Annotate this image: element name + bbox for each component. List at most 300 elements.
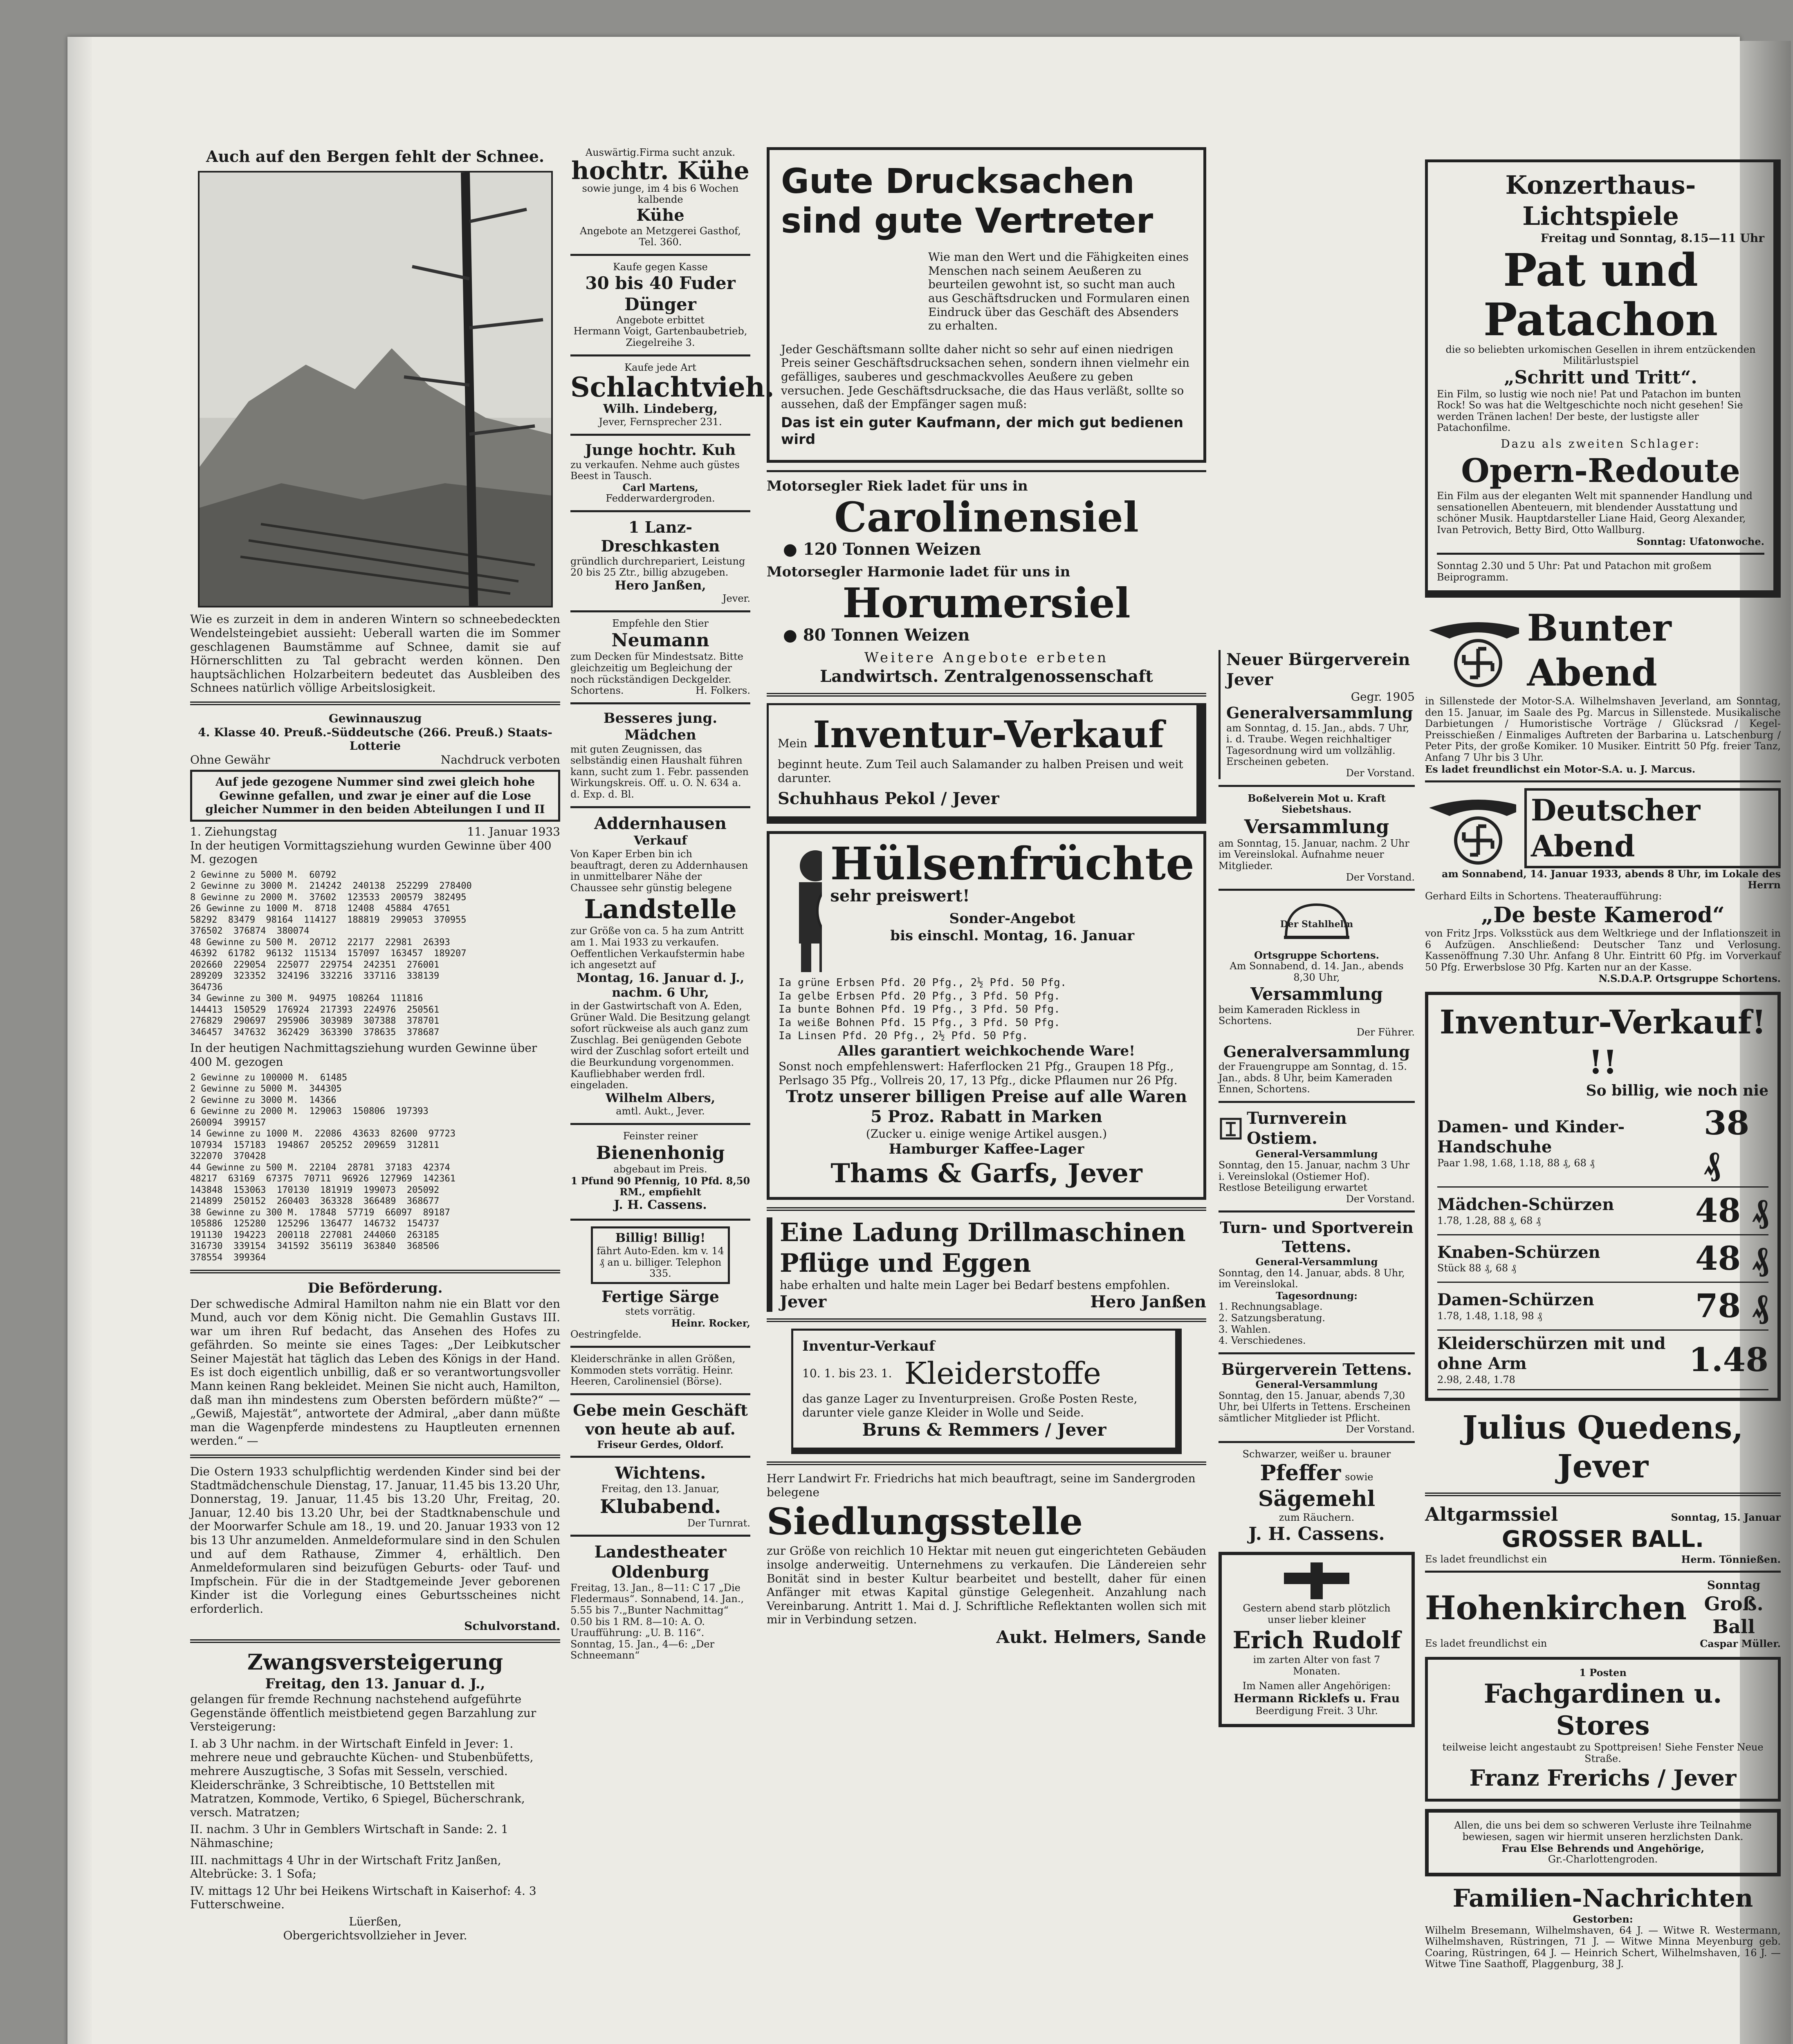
legumes-note: (Zucker u. einige wenige Artikel ausgen.): [866, 1127, 1107, 1141]
price-item-detail: 1.78, 1.28, 88 ₰, 68 ₰: [1437, 1215, 1541, 1226]
divider: [767, 470, 1206, 472]
settlement-sign: Aukt. Helmers, Sande: [996, 1627, 1206, 1647]
kino-second: Dazu als zweiten Schlager:: [1501, 437, 1701, 451]
afternoon-numbers: 2 Gewinne zu 100000 M. 61485 2 Gewinne zu 5000 M. 344305 2 Gewinne zu 3000 M. 14366 6 Gewinne zu 2000 M. 129063 150806 197393 260094 399157 14 Gewinne zu 1000 M. 22086 43633 82600 97723 107934 157183 194867 205252 209659 312811 322070 370428 44 Gewinne zu 500 M. 22104 28781 37183 42374 48217 63169 67375 70711 96926 127969 142361 143848 153063 170130 181919 199073 205092 214899 250152 260403 363328 366489 368677 38 Gewinne zu 300 M. 17848 57719 66097 89187 105886 125280 125296 136477 146732 154737 191130 194223 200118 227081 244060 263185 316730 339154 341592 356119 363840 368506 378554 399364: [190, 1072, 456, 1263]
ship-sign: Landwirtsch. Zentralgenossenschaft: [820, 666, 1153, 686]
bv-sign: Der Vorstand.: [1346, 767, 1415, 779]
divider: [767, 1207, 1206, 1211]
deutscher-abend-head: [1425, 788, 1781, 868]
divider: [570, 254, 750, 256]
gard-title: Fachgardinen u. Stores: [1483, 1679, 1722, 1741]
column-3: [767, 147, 1206, 1647]
sv-sub: General-Versammlung: [1255, 1256, 1378, 1268]
stahl-text: Am Sonnabend, d. 14. Jan., abends 8,30 Uhr,: [1230, 960, 1404, 983]
divider: [190, 1639, 560, 1643]
kino-subfilm: „Schritt und Tritt“.: [1504, 367, 1697, 388]
stahlhelm-logo: [1219, 896, 1415, 950]
cross-icon: [1276, 1562, 1358, 1599]
hk-host: Caspar Müller.: [1700, 1638, 1781, 1650]
divider: [1425, 1493, 1781, 1496]
manure-top: Kaufe gegen Kasse: [613, 261, 708, 273]
divider: [1219, 1352, 1415, 1354]
ship1-cargo: 120 Tonnen Weizen: [803, 540, 981, 559]
stahl-big: Versammlung: [1250, 984, 1383, 1004]
ship2-cargo: 80 Tonnen Weizen: [803, 625, 970, 645]
stahl-text2: beim Kameraden Rickless in Schortens.: [1219, 1004, 1360, 1027]
legumes-ad: [767, 831, 1206, 1200]
kdf-text: am Sonntag, 15. Januar, nachm. 2 Uhr im Vereinslokal. Aufnahme neuer Mitglieder.: [1219, 837, 1409, 872]
school-signature: Schulvorstand.: [464, 1619, 560, 1633]
auction-signature: Lüerßen,: [349, 1914, 402, 1928]
lanz-name: Hero Janßen,: [615, 578, 706, 593]
stahlhelm-logo-text: Der Stahlhelm: [1280, 919, 1353, 930]
da-date: am Sonnabend, 14. Januar 1933, abends 8 Uhr, im Lokale des Herrn: [1441, 867, 1781, 891]
settlement-intro: Herr Landwirt Fr. Friedrichs hat mich beauftragt, seine im Sandergroden belegene: [767, 1472, 1196, 1499]
price-item-detail: 1.78, 1.48, 1.18, 98 ₰: [1437, 1310, 1542, 1322]
eagle-emblem-icon: [1425, 614, 1519, 688]
price-item-name: Damen-Schürzen: [1437, 1290, 1594, 1310]
auction-intro: gelangen für fremde Rechnung nachstehend aufgeführte Gegenstände öffentlich meistbietend gegen Barzahlung zur Versteigerung:: [190, 1692, 536, 1734]
add-title: Addernhausen: [594, 814, 727, 833]
legumes-sub: sehr preiswert!: [830, 886, 970, 906]
divider: [570, 1456, 750, 1458]
cow2-text: zu verkaufen. Nehme auch güstes Beest in Tausch.: [570, 459, 740, 482]
cows-top: Auswärtig.Firma sucht anzuk.: [585, 147, 736, 158]
divider: [767, 1461, 1206, 1465]
add-text: Von Kaper Erben bin ich beauftragt, deren zu Addernhausen in unmittelbarer Nähe der Chaussee sehr günstig belegene: [570, 848, 748, 894]
fam-sub: Gestorben:: [1573, 1913, 1633, 1925]
lottery-subtitle: 4. Klasse 40. Preuß.-Süddeutsche (266. Preuß.) Staats-Lotterie: [198, 725, 552, 753]
hk-title: Hohenkirchen: [1425, 1589, 1687, 1627]
lottery-right-note: Nachdruck verboten: [440, 753, 560, 766]
iv-sign: Julius Quedens, Jever: [1462, 1409, 1744, 1486]
page-left-edge: [67, 37, 92, 2044]
legumes-guarantee: Alles garantiert weichkochende Ware!: [837, 1042, 1135, 1059]
coffin-addr: Oestringfelde.: [570, 1328, 642, 1340]
cows-word: Kühe: [636, 205, 684, 225]
price-item-price: 1.48: [1689, 1340, 1768, 1379]
gv-title: Generalversammlung: [1223, 1042, 1410, 1061]
bv-text: am Sonntag, d. 15. Jan., abds. 7 Uhr, i. d. Traube. Wegen reichhaltiger Tagesordnung wird um vollzählig. Erscheinen gebeten.: [1226, 722, 1409, 768]
kino-text2: Ein Film, so lustig wie noch nie! Pat und Patachon im bunten Rock! So was hat die Weltgeschichte noch nicht gesehen! Sie werden Tränen lachen! Der beste, der lustigste aller Patachonfilme.: [1437, 388, 1743, 434]
newspaper-page: [67, 37, 1781, 2044]
column-1: [190, 147, 560, 1942]
pf-name: J. H. Cassens.: [1248, 1524, 1385, 1545]
divider: [1219, 1210, 1415, 1213]
bvt-sign: Der Vorstand.: [1346, 1423, 1415, 1435]
legumes-discount: Trotz unserer billigen Preise auf alle Waren 5 Proz. Rabatt in Marken: [785, 1087, 1187, 1127]
draw-date: 11. Januar 1933: [467, 825, 560, 839]
kino-date: Freitag und Sonntag, 8.15—11 Uhr: [1540, 231, 1764, 245]
iv-sub: So billig, wie noch nie: [1586, 1082, 1768, 1100]
ship-offer: Weitere Angebote erbeten: [864, 650, 1109, 666]
honey-top: Feinster reiner: [623, 1130, 698, 1142]
auction-date: Freitag, den 13. Januar d. J.,: [265, 1675, 485, 1692]
bv-founded: Gegr. 1905: [1351, 690, 1415, 704]
morning-numbers: 2 Gewinne zu 5000 M. 60792 2 Gewinne zu 3000 M. 214242 240138 252299 278400 8 Gewinne zu 2000 M. 37602 123533 200579 382495 26 Gewinne zu 1000 M. 8718 12408 45884 47651 58292 83479 98164 114127 188819 299053 370955 376502 376874 380074 48 Gewinne zu 500 M. 20712 22177 22981 26393 46392 61782 96132 115134 157097 163457 189207 202660 229054 225077 229754 242351 276001 289209 323352 324196 332216 337116 338139 364736 34 Gewinne zu 300 M. 94975 108264 111816 144413 150529 176924 217393 224976 250561 276829 290697 295906 303989 307388 378701 346457 347632 362429 363390 378635 378687: [190, 870, 472, 1038]
death-name: Erich Rudolf: [1232, 1626, 1401, 1654]
hk-date: Sonntag: [1707, 1578, 1761, 1592]
divider: [767, 693, 1206, 697]
legumes-title: Hülsenfrüchte: [830, 837, 1194, 890]
lanz-addr: Jever.: [722, 593, 750, 605]
legumes-name: Thams & Garfs, Jever: [830, 1158, 1142, 1189]
stier-title: Neumann: [611, 630, 709, 651]
pf-title: Pfeffer: [1260, 1460, 1341, 1486]
manure-offer: Angebote erbittet: [616, 314, 705, 326]
auction-signature-title: Obergerichtsvollzieher in Jever.: [283, 1928, 467, 1942]
cattle-name: Wilh. Lindeberg,: [603, 401, 718, 416]
death-notice: [1219, 1552, 1415, 1728]
divider: [570, 1346, 750, 1348]
ship2-title: Horumersiel: [842, 579, 1131, 628]
afternoon-head: In der heutigen Nachmittagsziehung wurden Gewinne über 400 M. gezogen: [190, 1041, 537, 1069]
sv-text: Sonntag, den 14. Januar, abds. 8 Uhr, im Vereinslokal.: [1219, 1267, 1405, 1290]
legumes-offer-date: bis einschl. Montag, 16. Januar: [890, 927, 1135, 944]
grocer-figure-icon: [779, 841, 822, 976]
closing-title: Gebe mein Geschäft von heute ab auf.: [573, 1401, 748, 1439]
inv-mein: Mein: [778, 737, 808, 751]
coffin-title: Fertige Särge: [601, 1287, 719, 1306]
lottery-title: Gewinnauszug: [328, 711, 422, 725]
add-addr: amtl. Aukt., Jever.: [616, 1105, 705, 1117]
death-text: Gestern abend starb plötzlich unser lieber kleiner: [1243, 1602, 1391, 1625]
honey-text: abgebaut im Preis.: [613, 1163, 707, 1175]
kino-film: Pat und Patachon: [1483, 243, 1718, 346]
price-row: [1437, 1188, 1768, 1235]
story-text: Der schwedische Admiral Hamilton nahm nie ein Blatt vor den Mund, auch vor dem König nicht. Die Gemahlin Gustavs III. war um ihren Ruf bedacht, das Ansehen des Hofes zu gefährden. So meinte sie eines Tages: „Der Leibkutscher Seiner Majestät hat täglich das Leben des Königs in der Hand. Es ist doch eigentlich unbillig, daß er so verantwortungsvoller Mann keinen Rang bekleidet. Meinen Sie nicht auch, Hamilton, daß man ihn mindestens zum Obersten befördern müßte?“ — „Gewiß, Majestät“, antwortete der Admiral, „aber dann müßte man die Wagenpferde mindestens zu Hauptleuten ernennen werden.“ —: [190, 1297, 560, 1448]
kino-text3: Ein Film aus der eleganten Welt mit spannender Handlung und sensationellen Abenteuern, mit blendender Ausstattung und schöner Musik. Hauptdarsteller Liane Haid, Georg Alexander, Ivan Petrovich, Betty Bird, Otto Wallburg.: [1437, 490, 1753, 536]
divider: [570, 1219, 750, 1221]
bv-title: Neuer Bürgerverein Jever: [1226, 650, 1410, 689]
inv-title: Inventur-Verkauf: [813, 713, 1165, 757]
print-ad: [767, 147, 1206, 463]
stahl-sign: Der Führer.: [1356, 1026, 1415, 1038]
honey-name: J. H. Cassens.: [614, 1198, 707, 1212]
honey-price: 1 Pfund 90 Pfennig, 10 Pfd. 8,50 RM., empfiehlt: [570, 1174, 750, 1198]
death-funeral: Beerdigung Freit. 3 Uhr.: [1255, 1705, 1378, 1717]
da-play: „De beste Kamerod“: [1481, 902, 1725, 928]
print-bottom: Das ist ein guter Kaufmann, der mich gut bedienen wird: [781, 414, 1184, 448]
lottery-meta: [190, 753, 560, 767]
morning-head: In der heutigen Vormittagsziehung wurden Gewinne über 400 M. gezogen: [190, 838, 552, 866]
mountain-photo: [198, 171, 553, 607]
billig-box: [591, 1226, 730, 1284]
girl-title: Besseres jung. Mädchen: [603, 710, 718, 744]
cattle-title: Schlachtvieh.: [570, 371, 774, 403]
alt-date: Sonntag, 15. Januar: [1671, 1511, 1781, 1524]
bv-sub: Generalversammlung: [1226, 704, 1413, 722]
wichtens-big: Klubabend.: [600, 1495, 721, 1517]
coffin-name: Heinr. Rocker,: [671, 1317, 750, 1329]
closing-name: Friseur Gerdes, Oldorf.: [597, 1438, 724, 1450]
billig-text: fährt Auto-Eden. km v. 14 ₰ an u. billiger. Telephon 335.: [597, 1245, 724, 1280]
kdf-big: Versammlung: [1244, 815, 1389, 838]
da-title: Deutscher Abend: [1524, 788, 1781, 868]
inv-text: beginnt heute. Zum Teil auch Salamander zu halben Preisen und weit darunter.: [778, 758, 1183, 785]
manure-title: 30 bis 40 Fuder Dünger: [585, 273, 736, 314]
add-name: Wilhelm Albers,: [605, 1091, 716, 1105]
pf-sub: Sägemehl: [1258, 1486, 1376, 1512]
girl-text: mit guten Zeugnissen, das selbständig einen Haushalt führen kann, sucht zum 1. Febr. passenden Wirkungskreis. Off. u. O. N. 634 a. d. Exp. d. Bl.: [570, 743, 749, 800]
curtains-ad: [1425, 1657, 1781, 1802]
fabric-ad: [791, 1329, 1182, 1454]
divider: [570, 354, 750, 356]
hk-ball: Groß. Ball: [1704, 1592, 1764, 1638]
bvt-title: Bürgerverein Tettens.: [1221, 1360, 1412, 1378]
price-item-price: 78 ₰: [1695, 1286, 1768, 1325]
price-row-label: [1437, 1195, 1614, 1227]
photo-headline: Auch auf den Bergen fehlt der Schnee.: [206, 147, 545, 166]
price-row: [1437, 1100, 1768, 1188]
divider: [190, 702, 560, 705]
gard-text: teilweise leicht angestaubt zu Spottpreisen! Siehe Fenster Neue Straße.: [1442, 1741, 1764, 1765]
stier-place: Schortens.: [570, 685, 624, 697]
divider: [1219, 889, 1415, 891]
death-family: Im Namen aller Angehörigen:: [1242, 1680, 1391, 1692]
fam-text: Wilhelm Bresemann, Wilhelmshaven, 64 J. — Witwe R. Westermann, Wilhelmshaven, Rüstringen, 71 J. — Witwe Minna Meyenburg geb. Coaring, Rüstringen, 64 J. — Heinrich Schert, Wilhelmshaven, 16 J. — Witwe Tine Saathoff, Plaggenburg, 38 J.: [1425, 1924, 1781, 1970]
bvt-sub: General-Versammlung: [1255, 1378, 1378, 1391]
death-age: im zarten Alter von fast 7 Monaten.: [1253, 1654, 1380, 1677]
tv-sub: General-Versammlung: [1255, 1148, 1378, 1160]
lanz-text: gründlich durchrepariert, Leistung 20 bis 25 Ztr., billig abzugeben.: [570, 555, 745, 578]
divider: [570, 806, 750, 808]
cinema-ad: [1425, 159, 1781, 598]
draw-day: 1. Ziehungstag: [190, 825, 277, 839]
divider: [190, 1455, 560, 1458]
cattle-addr: Jever, Fernsprecher 231.: [599, 416, 722, 428]
honey-title: Bienenhonig: [596, 1142, 725, 1163]
add-sub: Verkauf: [633, 834, 687, 848]
legumes-lager: Hamburger Kaffee-Lager: [889, 1141, 1084, 1157]
alt-ball: GROSSER BALL.: [1501, 1526, 1704, 1553]
divider: [570, 702, 750, 704]
quedens-ad: [1425, 992, 1781, 1401]
kino-sunday2: Sonntag 2.30 und 5 Uhr: Pat und Patachon mit großem Beiprogramm.: [1437, 560, 1712, 583]
ba-text: in Sillenstede der Motor-S.A. Wilhelmshaven Jeverland, am Sonntag, den 15. Januar, im Saale des Pg. Marcus in Sillenstede. Musikalische Darbietungen / Humoristische Vorträge / Glücksrad / Kegel-Preisschießen / Einmaliges Auftreten der Barbarina u. Latschenburg / Peter Pits, der große Komiker. 10 Musiker. Eintritt 50 Pfg. freier Tanz, Anfang 7 Uhr bis 3 Uhr.: [1425, 695, 1781, 763]
divider: [1219, 1101, 1415, 1103]
divider: [1219, 1441, 1415, 1443]
gard-top: 1 Posten: [1579, 1666, 1627, 1679]
tv-sign: Der Vorstand.: [1346, 1193, 1415, 1205]
legumes-items: Ia grüne Erbsen Pfd. 20 Pfg., 2½ Pfd. 50 Pfg. Ia gelbe Erbsen Pfd. 20 Pfg., 3 Pfd. 50 Pfg. Ia bunte Bohnen Pfd. 19 Pfg., 3 Pfd. 50 Pfg. Ia weiße Bohnen Pfd. 15 Pfg., 3 Pfd. 50 Pfg. Ia Linsen Pfd. 20 Pfg., 2½ Pfd. 50 Pfg.: [779, 977, 1067, 1042]
divider: [570, 510, 750, 512]
divider: [1425, 1571, 1781, 1573]
ship1-title: Carolinensiel: [834, 493, 1139, 542]
fam-title: Familien-Nachrichten: [1452, 1884, 1753, 1913]
ship2-cargo-row: ● 80 Tonnen Weizen: [783, 625, 970, 645]
price-row-label: [1437, 1243, 1600, 1275]
kino-text: die so beliebten urkomischen Gesellen in ihrem entzückenden Militärlustspiel: [1445, 343, 1756, 367]
hk-invite: Es ladet freundlichst ein: [1425, 1638, 1547, 1650]
bvt-text: Sonntag, den 15. Januar, abends 7,30 Uhr, bei Ulferts in Tettens. Erscheinen sämtlicher Mitglieder ist Pflicht.: [1219, 1390, 1411, 1424]
drill-right: Hero Janßen: [1090, 1292, 1206, 1311]
bunter-abend-head: [1425, 606, 1781, 696]
lottery-notice-box: Auf jede gezogene Nummer sind zwei gleich hohe Gewinne gefallen, und zwar je einer auf die Lose gleicher Nummer in den beiden Abteilungen I und II: [190, 770, 560, 822]
stahl-group: Ortsgruppe Schortens.: [1254, 949, 1379, 961]
stier-sign: [570, 685, 750, 697]
alt-invite: Es ladet freundlichst ein: [1425, 1553, 1547, 1565]
legumes-offer-head: Sonder-Angebot: [949, 910, 1075, 927]
thanks-text: Allen, die uns bei dem so schweren Verluste ihre Teilnahme bewiesen, sagen wir hiermit unseren herzlichsten Dank.: [1454, 1820, 1752, 1843]
divider: [767, 1318, 1206, 1322]
divider: [190, 1270, 560, 1273]
fabric-head: Inventur-Verkauf: [802, 1338, 935, 1355]
column-2: [570, 147, 774, 1661]
school-notice: Die Ostern 1933 schulpflichtig werdenden Kinder sind bei der Stadtmädchenschule Dienstag, 17. Januar, 11.45 bis 13.20 Uhr, Donnerstag, 19. Januar, 11.45 bis 13.20 Uhr, Freitag, 20. Januar, 12.40 bis 13.20 Uhr, bei der Stadtknabenschule und der Moorwarfer Schule am 18., 19. und 20. Januar 1933 von 12 bis 13 Uhr anzumelden. Anmeldeformulare sind in den Schulen und auf dem Rathause, Zimmer 4, erhältlich. Den Anmeldeformularen sind beizufügen Geburts- oder Tauf- und Impfschein. Für die in der Stadtgemeinde Jever geborenen Kinder ist die Vorlegung eines Geburtsscheines nicht erforderlich.: [190, 1465, 560, 1616]
price-item-price: 48 ₰: [1695, 1239, 1768, 1278]
divider: [570, 1535, 750, 1537]
fabric-dates: 10. 1. bis 23. 1.: [802, 1367, 892, 1381]
thanks-notice: [1425, 1809, 1781, 1876]
divider: [570, 1393, 750, 1395]
helmet-icon: [1280, 896, 1353, 946]
thanks-sign: Frau Else Behrends und Angehörige,: [1501, 1842, 1704, 1854]
manure-name: Hermann Voigt, Gartenbaubetrieb, Ziegelreihe 3.: [573, 325, 747, 349]
tv-title: Turnverein Ostiem.: [1247, 1108, 1347, 1148]
print-text-1: Wie man den Wert und die Fähigkeiten eines Menschen nach seinem Aeußeren zu beurteilen gewohnt ist, so sucht man auch aus Geschäftsdrucken und Formularen einen Eindruck über das Geschäft des Absenders zu erhalten.: [928, 250, 1190, 333]
drill-left: Jever: [780, 1292, 827, 1311]
price-item-name: Knaben-Schürzen: [1437, 1242, 1600, 1262]
thanks-place: Gr.-Charlottengroden.: [1548, 1853, 1658, 1865]
settlement-title: Siedlungsstelle: [767, 1499, 1083, 1543]
lanz-title: 1 Lanz-Dreschkasten: [601, 518, 720, 556]
kino-sunday: Sonntag: Ufatonwoche.: [1636, 535, 1764, 547]
auction-item-4: IV. mittags 12 Uhr bei Heikens Wirtschaft in Kaiserhof: 4. 3 Futterschweine.: [190, 1884, 536, 1912]
auction-title: Zwangsversteigerung: [247, 1650, 503, 1675]
cattle-top: Kaufe jede Art: [624, 361, 696, 373]
price-item-price: 38 ₰: [1703, 1104, 1750, 1182]
stier-name: H. Folkers.: [696, 685, 750, 697]
fabric-title: Kleiderstoffe: [904, 1356, 1101, 1391]
divider: [570, 434, 750, 436]
draw-line: [190, 825, 560, 839]
death-parents: Hermann Ricklefs u. Frau: [1233, 1692, 1400, 1706]
kdf-sign: Der Vorstand.: [1346, 871, 1415, 883]
price-item-name: Damen- und Kinder-Handschuhe: [1437, 1117, 1625, 1157]
add-text2: zur Größe von ca. 5 ha zum Antritt am 1. Mai 1933 zu verkaufen. Oeffentlichen Verkaufstermin habe ich angesetzt auf: [570, 925, 745, 971]
gv-text: der Frauengruppe am Sonntag, d. 15. Jan., abds. 8 Uhr, beim Kameraden Ennen, Schortens.: [1219, 1060, 1407, 1095]
wardrobe-text: Kleiderschränke in allen Größen, Kommoden stets vorrätig. Heinr. Heeren, Carolinensiel (Börse).: [570, 1353, 736, 1387]
turner-cross-icon: [1219, 1116, 1242, 1141]
lottery-left-note: Ohne Gewähr: [190, 753, 270, 766]
price-item-name: Mädchen-Schürzen: [1437, 1195, 1614, 1215]
auction-item-1: I. ab 3 Uhr nachm. in der Wirtschaft Einfeld in Jever: 1. mehrere neue und gebrauchte Küchen- und Stubenbüfetts, mehrere Auszugtische, 3 Sofas mit Sesseln, verschied. Kleiderschränke, 3 Schreibtische, 10 Bettstellen mit Matratzen, Kommode, Vertiko, 6 Spiegel, Bücherschrank, versch. Matratzen;: [190, 1737, 534, 1819]
coffin-text: stets vorrätig.: [625, 1306, 696, 1318]
column-4: [1219, 650, 1415, 1735]
pf-sowie: sowie: [1345, 1471, 1373, 1483]
kino-film2: Opern-Redoute: [1461, 451, 1740, 490]
inventory-ad: Mein Inventur-Verkauf beginnt heute. Zum Teil auch Salamander zu halben Preisen und weit darunter. Schuhhaus Pekol / Jever: [767, 703, 1206, 824]
story-title: Die Beförderung.: [307, 1280, 443, 1297]
billig-title: Billig! Billig!: [615, 1230, 706, 1245]
price-row: [1437, 1235, 1768, 1283]
tv-text: Sonntag, den 15. Januar, nachm 3 Uhr i. Vereinslokal (Ostiemer Hof). Restlose Beteiligung erwartet: [1219, 1159, 1410, 1194]
auction-item-2: II. nachm. 3 Uhr in Gemblers Wirtschaft in Sande: 2. 1 Nähmaschine;: [190, 1822, 509, 1850]
inv-name: Schuhhaus Pekol: [778, 789, 936, 809]
ba-sign: Es ladet freundlichst ein Motor-S.A. u. J. Marcus.: [1425, 763, 1696, 775]
sv-agenda: 1. Rechnungsablage. 2. Satzungsberatung. 3. Wahlen. 4. Verschiedenes.: [1219, 1301, 1326, 1347]
divider: [1437, 553, 1764, 555]
iv-list: [1437, 1100, 1768, 1390]
divider: [570, 610, 750, 612]
stier-top: Empfehle den Stier: [612, 618, 709, 630]
price-row-label: [1437, 1290, 1594, 1322]
ship1-cargo-row: ● 120 Tonnen Weizen: [783, 540, 981, 559]
stier-text: zum Decken für Mindestsatz. Bitte gleichzeitig um Begleichung der noch rückständigen Deckgelder.: [570, 651, 743, 685]
buergerverein-ad: [1219, 650, 1415, 779]
iv-title: Inventur-Verkauf! !!: [1439, 1003, 1766, 1081]
price-item-price: 48 ₰: [1695, 1191, 1768, 1230]
cow2-title: Junge hochtr. Kuh: [585, 441, 736, 459]
alt-host: Herm. Tönnießen.: [1681, 1553, 1781, 1565]
divider: [1425, 780, 1781, 782]
cow2-name: Carl Martens,: [622, 481, 698, 493]
sv-agenda-head: Tagesordnung:: [1275, 1289, 1358, 1302]
inv-place: Jever: [952, 789, 999, 809]
theater-text: Freitag, 13. Jan., 8—11: C 17 „Die Fledermaus“. Sonnabend, 14. Jan., 5.55 bis 7.„Bunter Nachmittag“ 0.50 bis 1 RM. 8—10: A. O. Uraufführung: „U. B. 116“. Sonntag, 15. Jan., 4—6: „Der Schneemann“: [570, 1582, 744, 1661]
cows-offer: Angebote an Metzgerei Gasthof, Tel. 360.: [580, 225, 741, 248]
cows-text: sowie junge, im 4 bis 6 Wochen kalbende: [582, 182, 739, 206]
print-text-2: Jeder Geschäftsmann sollte daher nicht so sehr auf einen niedrigen Preis seiner Geschäftsdrucksachen sehen, sondern ihnen vielmehr ein gefälliges, sauberes und geschmackvolles Aeußere zu geben versuchen. Jede Geschäftsdrucksache, die das Haus verläßt, sollte so aussehen, daß der Empfänger sagen muß:: [781, 342, 1190, 411]
cow2-addr: Fedderwardergroden.: [606, 493, 715, 504]
cows-title: hochtr. Kühe: [571, 156, 750, 185]
sv-title: Turn- und Sportverein Tettens.: [1220, 1218, 1414, 1256]
price-item-detail: 2.98, 2.48, 1.78: [1437, 1374, 1515, 1385]
da-text: Gerhard Eilts in Schortens. Theateraufführung:: [1425, 890, 1662, 902]
fabric-text: das ganze Lager zu Inventurpreisen. Große Posten Reste, darunter viele ganze Kleider in Wolle und Seide.: [802, 1392, 1138, 1419]
wichtens-title: Wichtens.: [615, 1464, 706, 1483]
print-title: Gute Drucksachen sind gute Vertreter: [781, 161, 1153, 241]
add-text3: in der Gastwirtschaft von A. Eden, Grüner Wald. Die Besitzung gelangt sofort rückweise als auch ganz zum Zuschlag. Bei genügenden Gebote wird der Zuschlag sofort erteilt und die Beurkundung vorgenommen. Kaufliebhaber werden frdl. eingeladen.: [570, 1000, 750, 1091]
price-row: [1437, 1331, 1768, 1390]
divider: [570, 1123, 750, 1125]
pf-text: zum Räuchern.: [1279, 1511, 1355, 1523]
price-item-detail: Stück 88 ₰, 68 ₰: [1437, 1262, 1516, 1274]
auction-item-3: III. nachmittags 4 Uhr in der Wirtschaft Fritz Janßen, Altebrücke: 3. 1 Sofa;: [190, 1853, 501, 1881]
price-row-label: [1437, 1117, 1704, 1169]
fabric-name: Bruns & Remmers / Jever: [862, 1420, 1106, 1440]
ba-title: Bunter Abend: [1527, 606, 1672, 695]
price-item-detail: Paar 1.98, 1.68, 1.18, 88 ₰, 68 ₰: [1437, 1157, 1595, 1169]
theater-title: Landestheater Oldenburg: [594, 1542, 727, 1582]
kino-title: Konzerthaus-Lichtspiele: [1505, 170, 1696, 231]
price-row-label: [1437, 1334, 1689, 1386]
alt-title: Altgarmssiel: [1425, 1503, 1558, 1526]
wichtens-sign: Der Turnrat.: [687, 1517, 750, 1529]
da-sign: N.S.D.A.P. Ortsgruppe Schortens.: [1598, 973, 1781, 985]
da-text2: von Fritz Jrps. Volksstück aus dem Weltkriege und der Inflationszeit in 6 Aufzügen. Anschließend: Deutscher Tanz und Verlosung. Kassenöffnung 7.30 Uhr. Anfang 8 Uhr. Eintritt 60 Pfg. im Vorverkauf 50 Pfg. Erwerbslose 30 Pfg. Karten nur an der Kasse.: [1425, 928, 1781, 973]
photo-caption: Wie es zurzeit in dem in anderen Wintern so schneebedeckten Wendelsteingebiet aussieht: Ueberall warten die im Sommer geschlagenen Baumstämme auf Schnee, damit sie auf Hörnerschlitten zu Tal gebracht werden können. Den hauptsächlichen Holzarbeitern bedeutet das Ausbleiben des Schnees natürlich völlige Arbeitslosigkeit.: [190, 612, 560, 695]
legumes-more: Sonst noch empfehlenswert: Haferflocken 21 Pfg., Graupen 18 Pfg., Perlsago 35 Pfg., Vollreis 20, 17, 13 Pfg., dicke Pflaumen nur 26 Pfg.: [779, 1060, 1178, 1087]
add-date: Montag, 16. Januar d. J., nachm. 6 Uhr,: [576, 970, 745, 1000]
add-big: Landstelle: [584, 894, 737, 925]
eagle-emblem-icon: [1425, 791, 1516, 865]
price-row: [1437, 1283, 1768, 1331]
drill-title: Eine Ladung Drillmaschinen Pflüge und Eggen: [780, 1217, 1186, 1278]
ship2-head: Motorsegler Harmonie ladet für uns in: [767, 563, 1070, 580]
drill-ad: [767, 1217, 1206, 1312]
gard-name: Franz Frerichs / Jever: [1469, 1764, 1737, 1791]
drill-text: habe erhalten und halte mein Lager bei Bedarf bestens empfohlen.: [780, 1278, 1170, 1292]
kdf-title: Boßelverein Mot u. Kraft Siebetshaus.: [1248, 792, 1386, 816]
pf-top: Schwarzer, weißer u. brauner: [1242, 1448, 1391, 1460]
price-item-name: Kleiderschürzen mit und ohne Arm: [1437, 1334, 1666, 1373]
wichtens-text: Freitag, den 13. Januar,: [601, 1483, 720, 1495]
ship1-head: Motorsegler Riek ladet für uns in: [767, 477, 1028, 494]
settlement-text: zur Größe von reichlich 10 Hektar mit neuen gut eingerichteten Gebäuden insolge anderweitig. Unternehmens zu verkaufen. Die Ländereien sehr Bonität sind in bester Kultur bearbeitet und bestellt, daher für einen Anfänger mit etwas Kapital günstige Gelegenheit. Anzahlung nach Vereinbarung. Antritt 1. Mai d. J. Schriftliche Reflektanten wollen sich mit mir in Verbindung setzen.: [767, 1544, 1206, 1627]
column-5: [1425, 159, 1781, 1970]
